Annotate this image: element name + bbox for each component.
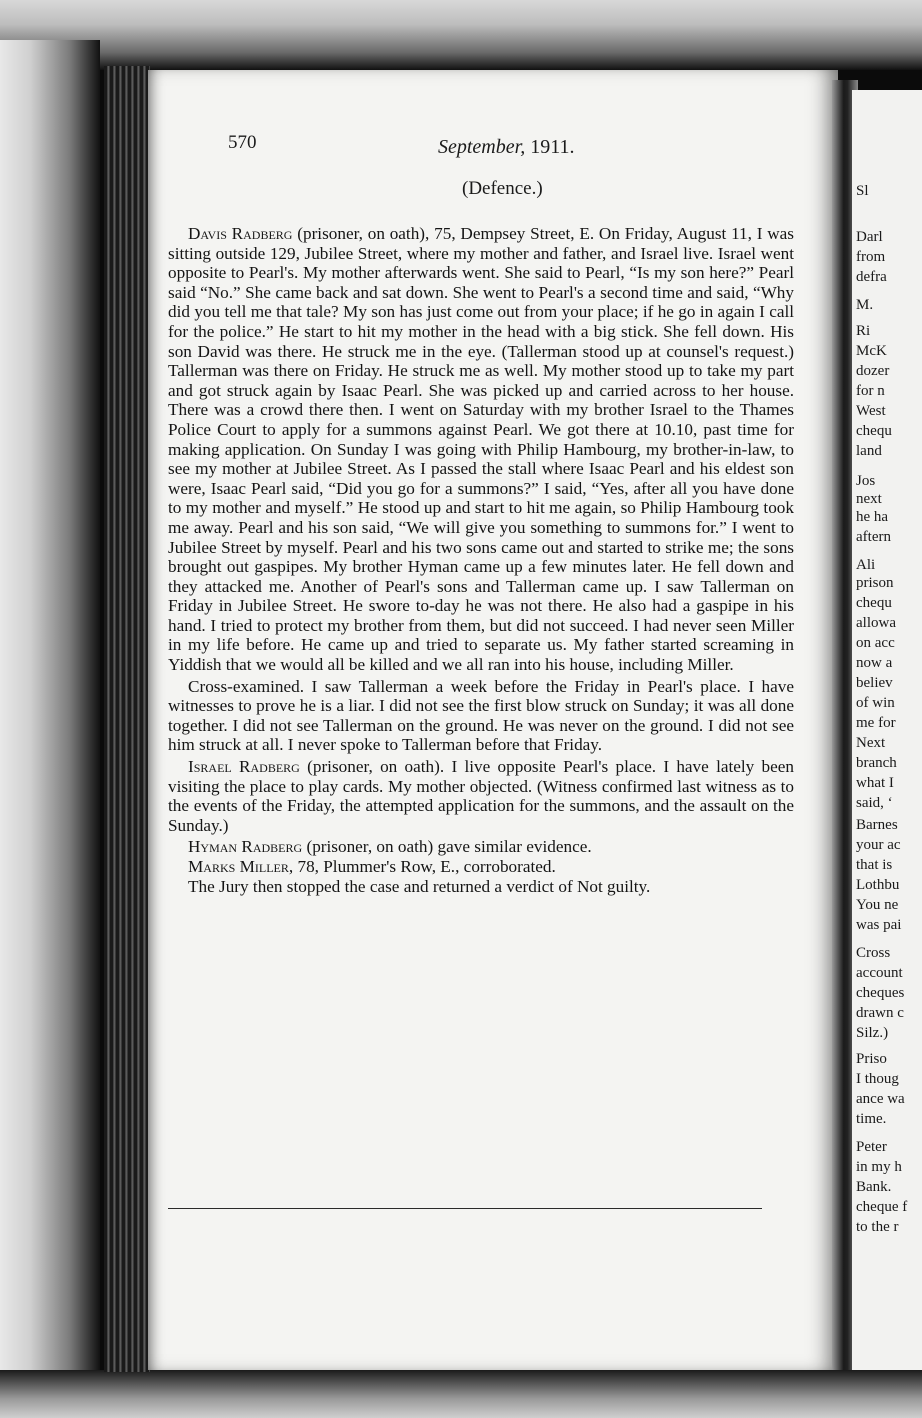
right-page-text-fragment: your ac xyxy=(856,837,901,853)
right-page-text-fragment: ance wa xyxy=(856,1091,905,1107)
scanner-background-left xyxy=(0,40,100,1380)
right-page-text-fragment: Next xyxy=(856,735,886,751)
right-page-text-fragment: You ne xyxy=(856,897,899,913)
right-page-text-fragment: he ha xyxy=(856,509,889,525)
right-page-text-fragment: in my h xyxy=(856,1159,902,1175)
right-page-text-fragment: defra xyxy=(856,269,887,285)
witness-name: Israel Radberg xyxy=(188,757,300,777)
right-page-text-fragment: drawn c xyxy=(856,1005,904,1021)
right-page-text-fragment: dozer xyxy=(856,363,890,379)
paragraph-verdict xyxy=(168,877,794,897)
scanner-background-top xyxy=(0,0,922,70)
right-page-text-fragment: believ xyxy=(856,675,893,691)
right-page-text-fragment: Darl xyxy=(856,229,883,245)
right-page-text-fragment: what I xyxy=(856,775,894,791)
right-page-text-fragment: Sl xyxy=(856,183,869,199)
right-page-text-fragment: I thoug xyxy=(856,1071,899,1087)
paragraph-text: (prisoner, on oath). I live opposite Pearl's place. I have lately been visiting the place to play cards. My mother objected. (Witness confirmed last witness as to the events of the Friday, the attempted application for the summons, and the assault on the Sunday.) xyxy=(168,757,794,835)
right-page-text-fragment: Priso xyxy=(856,1051,887,1067)
paragraph-marks-miller xyxy=(168,857,794,877)
right-page-text-fragment: prison xyxy=(856,575,894,591)
right-page-text-fragment: that is xyxy=(856,857,893,873)
right-page-text-fragment: cheques xyxy=(856,985,905,1001)
paragraph-text: (prisoner, on oath), 75, Dempsey Street, E. On Friday, August 11, I was sitting outside 129, Jubilee Street, where my mother and father, and Israel live. Israel went opposite to Pearl's. My mother afterwards went. She said to Pearl, “Is my son here?” Pearl said “No.” She came back and sat down. She went to Pearl's a second time and said, “Why did you tell me that tale? My son has just come out from your place; if he go in again I call for the police.” He start to hit my mother in the head with a big stick. She fell down. His son David was there. He struck me in the eye. (Tallerman stood up at counsel's request.) Tallerman was there on Friday. He struck me as well. My mother stood up to take my part and got struck again by Isaac Pearl. She was picked up and carried across to her house. There was a crowd there then. I went on Saturday with my brother Israel to the Thames Police Court to apply for a summons against Pearl. We got there at 10.10, past time for making application. On Sunday I was going with Philip Hambourg, my brother-in-law, to see my mother at Jubilee Street. As I passed the stall where Isaac Pearl and his eldest son were, Isaac Pearl said, “Did you go for a summons?” I said, “Yes, after all you have done to my mother and myself.” He stood up and start to hit me again, so Philip Hambourg took me away. Pearl and his son said, “We will give you something to summons for.” I went to Jubilee Street by myself. Pearl and his two sons came out and started to strike me; the sons brought out gaspipes. My brother Hyman came up a few minutes later. He fell down and they attacked me. Another of Pearl's sons and Tallerman came up. I saw Tallerman on Friday in Jubilee Street. He swore to-day he was not there. He also had a gaspipe in his hand. I tried to protect my brother from them, but did not succeed. I had never seen Miller in my life before. He came up and tried to separate us. My father started screaming in Yiddish that we would all be killed and we all ran into his house, including Miller. xyxy=(168,224,794,675)
right-page-text-fragment: chequ xyxy=(856,595,892,611)
bottom-rule xyxy=(168,1208,762,1209)
witness-name: Davis Radberg xyxy=(188,224,293,243)
right-page-text-fragment: me for xyxy=(856,715,896,731)
right-page-text-fragment: Ali xyxy=(856,557,876,573)
right-page-text-fragment: to the r xyxy=(856,1219,899,1235)
paragraph-text: Cross-examined. I saw Tallerman a week before the Friday in Pearl's place. I have witnesses to prove he is a liar. I did not see the first blow struck on Sunday; it was all done together. I did not see Tallerman on the ground. He was never on the ground. I did not see him struck at all. I never spoke to Tallerman before that Friday. xyxy=(168,676,794,755)
scanner-background-bottom xyxy=(0,1370,922,1418)
running-head-year: 1911. xyxy=(530,136,575,158)
right-page-text-fragment: M. xyxy=(856,297,874,313)
right-page-text-fragment: aftern xyxy=(856,529,891,545)
book-page-edges xyxy=(104,66,150,1372)
running-head-month: September, xyxy=(438,136,526,158)
right-page-text-fragment: Silz.) xyxy=(856,1025,889,1041)
right-page-text-fragment: allowa xyxy=(856,615,896,631)
paragraph-hyman-radberg xyxy=(168,837,794,857)
witness-name: Marks Miller xyxy=(188,857,289,876)
section-heading: (Defence.) xyxy=(462,178,543,199)
right-page-text-fragment: McK xyxy=(856,343,887,359)
body-text xyxy=(168,224,794,896)
running-head xyxy=(438,136,574,159)
page-number: 570 xyxy=(228,132,257,153)
right-page-text-fragment: time. xyxy=(856,1111,887,1127)
right-page-text-fragment: Lothbu xyxy=(856,877,900,893)
right-book-page-fragment xyxy=(852,90,922,1370)
right-page-text-fragment: Cross xyxy=(856,945,891,961)
right-page-text-fragment: Bank. xyxy=(856,1179,892,1195)
right-page-text-fragment: West xyxy=(856,403,886,419)
right-page-text-fragment: Ri xyxy=(856,323,871,339)
right-page-text-fragment: of win xyxy=(856,695,895,711)
right-page-text-fragment: Jos xyxy=(856,473,876,489)
witness-name: Hyman Radberg xyxy=(188,837,303,857)
right-page-text-fragment: account xyxy=(856,965,903,981)
right-page-text-fragment: was pai xyxy=(856,917,902,933)
paragraph-text: , 78, Plummer's Row, E., corroborated. xyxy=(288,857,556,876)
paragraph-text: The Jury then stopped the case and returned a verdict of Not guilty. xyxy=(188,876,651,896)
paragraph-text: (prisoner, on oath) gave similar evidence. xyxy=(302,837,592,857)
right-page-text-fragment: from xyxy=(856,249,886,265)
right-page-text-fragment: chequ xyxy=(856,423,892,439)
right-page-text-fragment: for n xyxy=(856,383,885,399)
right-page-text-fragment: Peter xyxy=(856,1139,887,1155)
right-page-text-fragment: branch xyxy=(856,755,897,771)
right-page-text-fragment: Barnes xyxy=(856,817,898,833)
right-page-text-fragment: next xyxy=(856,491,882,507)
paragraph-davis-radberg xyxy=(168,224,794,675)
right-page-text-fragment: cheque f xyxy=(856,1199,908,1215)
right-page-text-fragment: said, ‘ xyxy=(856,795,893,811)
right-page-text-fragment: now a xyxy=(856,655,893,671)
paragraph-israel-radberg xyxy=(168,757,794,835)
right-page-text-fragment: on acc xyxy=(856,635,895,651)
paragraph-cross-examined xyxy=(168,677,794,755)
right-page-text-fragment: land xyxy=(856,443,882,459)
